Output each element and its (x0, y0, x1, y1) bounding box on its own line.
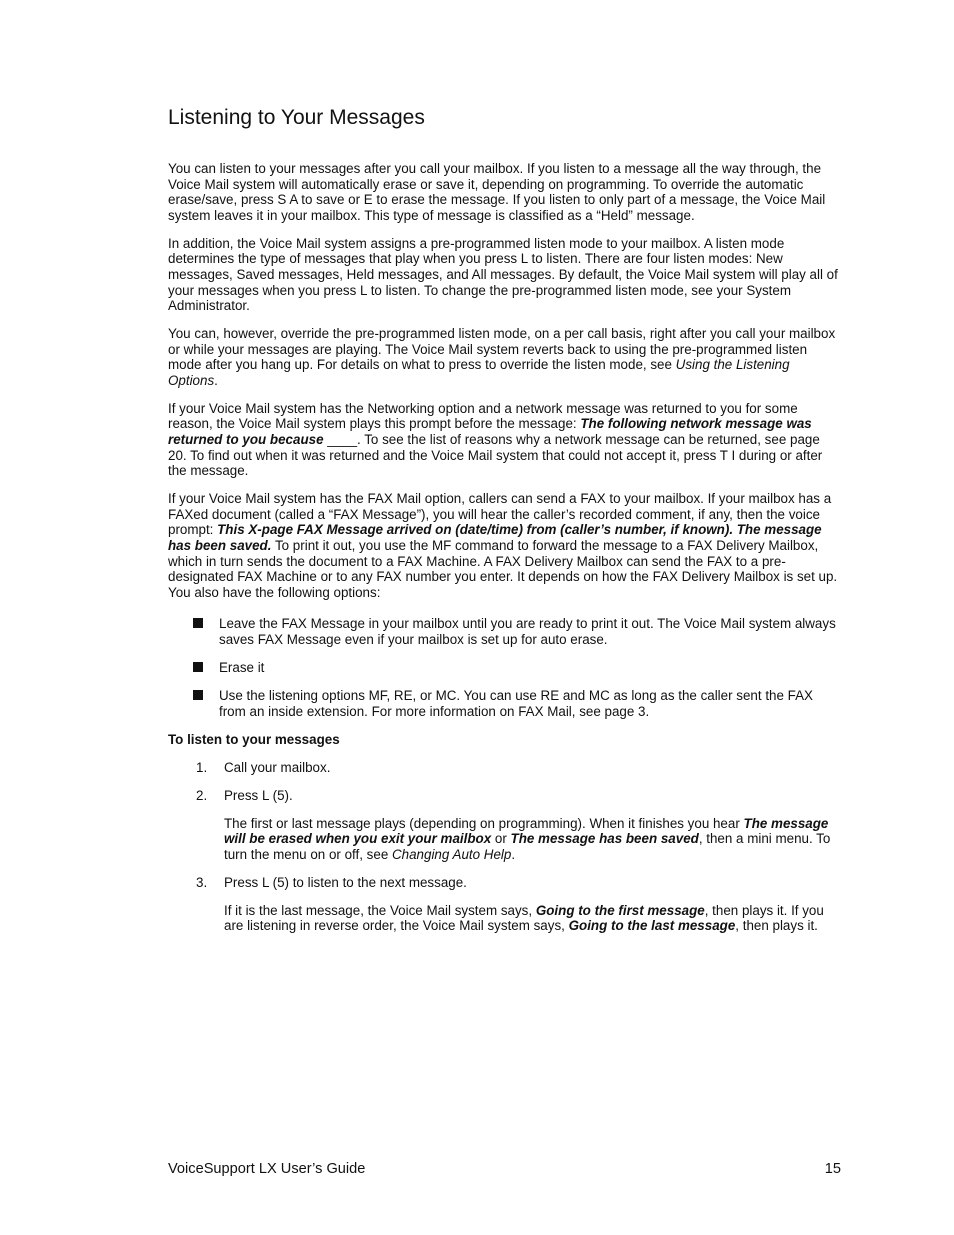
paragraph-fax-mail: If your Voice Mail system has the FAX Mail option, callers can send a FAX to your mailbox. If your mailbox has a FAXed document (called a “FAX Message”), you will hear the caller’s recorded comment, if any, then the voice prompt: This X-page FAX Message arrived on (date/time) from (caller’s number, if known). The message has been saved. To print it out, you use the MF command to forward the message to a FAX Delivery Mailbox, which in turn sends the document to a FAX Machine. A FAX Delivery Mailbox can send the FAX to a pre-designated FAX Machine or to any FAX number you enter. It depends on how the FAX Delivery Mailbox is set up. You also have the following options: (168, 491, 838, 600)
list-item: Leave the FAX Message in your mailbox until you are ready to print it out. The Voice Mail system always saves FAX Message even if your mailbox is set up for auto erase. (168, 616, 841, 647)
reference-auto-help: Changing Auto Help (391, 846, 512, 862)
step-number: 2. (196, 787, 208, 803)
step-number: 3. (196, 874, 208, 890)
network-prompt: The following network message was returned to you because (168, 416, 812, 448)
fax-prompt: This X-page FAX Message arrived on (date/time) from (caller’s number, if known). The message has been saved. (168, 522, 822, 554)
square-bullet-icon (193, 662, 203, 672)
paragraph-intro: You can listen to your messages after you call your mailbox. If you listen to a message all the way through, the Voice Mail system will automatically erase or save it, depending on programming. To override the automatic erase/save, press S A to save or E to erase the message. If you listen to only part of a message, the Voice Mail system leaves it in your mailbox. This type of message is classified as a “Held” message. (168, 161, 826, 223)
step-item (168, 760, 841, 776)
step-item (168, 788, 841, 863)
erase-prompt: The message will be erased when you exit your mailbox (224, 815, 829, 847)
page-title: Listening to Your Messages (168, 106, 425, 129)
list-item: Erase it (168, 660, 841, 676)
step-detail: The first or last message plays (depending on programming). When it finishes you hear The message will be erased when you exit your mailbox or The message has been saved, then a mini menu. To turn the menu on or off, see Changing Auto Help. (224, 815, 831, 862)
step-text: Press L (5) to listen to the next message. (224, 874, 467, 890)
last-message-prompt: Going to the last message (568, 918, 736, 934)
fax-options-list (168, 616, 841, 719)
saved-prompt: The message has been saved (510, 831, 699, 847)
step-detail: If it is the last message, the Voice Mail system says, Going to the first message, then plays it. If you are listening in reverse order, the Voice Mail system says, Going to the last message, then plays it. (224, 902, 824, 934)
step-text: Press L (5). (224, 787, 293, 803)
paragraph-override: You can, however, override the pre-programmed listen mode, on a per call basis, right after you call your mailbox or while your messages are playing. The Voice Mail system reverts back to using the pre-programmed listen mode after you hang up. For details on what to press to override the listen mode, see Using the Listening Options. (168, 326, 836, 388)
page-footer (168, 1161, 841, 1177)
square-bullet-icon (193, 690, 203, 700)
procedure-steps (168, 760, 841, 934)
step-text: Call your mailbox. (224, 759, 331, 775)
paragraph-networking: If your Voice Mail system has the Networking option and a network message was returned to you for some reason, the Voice Mail system plays this prompt before the message: The following network message was returned to you because ____. To see the list of reasons why a network message can be returned, see page 20. To find out when it was returned and the Voice Mail system that could not accept it, press T I during or after the message. (168, 400, 823, 479)
procedure-title: To listen to your messages (168, 731, 340, 747)
reference-listening-options: Using the Listening Options (168, 357, 790, 388)
list-item: Use the listening options MF, RE, or MC. You can use RE and MC as long as the caller sent the FAX from an inside extension. For more information on FAX Mail, see page 3. (168, 688, 841, 719)
square-bullet-icon (193, 618, 203, 628)
step-item (168, 875, 841, 934)
document-page (168, 104, 841, 946)
step-number: 1. (196, 759, 208, 775)
paragraph-listen-mode: In addition, the Voice Mail system assigns a pre-programmed listen mode to your mailbox. A listen mode determines the type of messages that play when you press L to listen. There are four listen modes: New messages, Saved messages, Held messages, and All messages. By default, the Voice Mail system will play all of your messages when you press L to listen. To change the pre-programmed listen mode, see your System Administrator. (168, 235, 838, 314)
page-number: 15 (824, 1161, 841, 1177)
footer-guide-title: VoiceSupport LX User’s Guide (168, 1161, 366, 1177)
first-message-prompt: Going to the first message (535, 902, 705, 918)
